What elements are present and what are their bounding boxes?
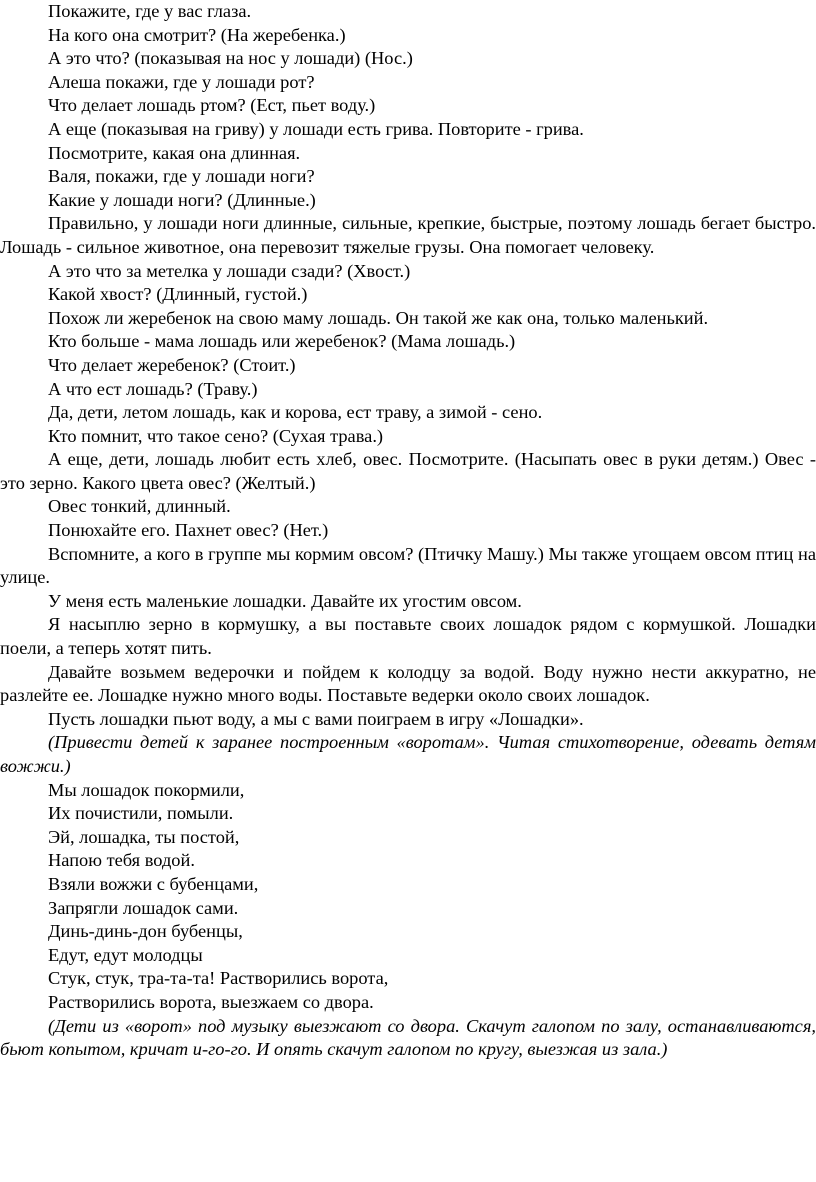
poem-line: Запрягли лошадок сами.	[48, 897, 239, 918]
poem-line: Их почистили, помыли.	[48, 803, 234, 824]
paragraph: Кто помнит, что такое сено? (Сухая трава.)	[48, 425, 384, 446]
paragraph: А что ест лошадь? (Траву.)	[48, 378, 258, 399]
paragraph: Похож ли жеребенок на свою маму лошадь. Он такой же как она, только маленький.	[48, 307, 709, 328]
paragraph: Вспомните, а кого в группе мы кормим овсом? (Птичку Машу.) Мы также угощаем овсом птиц на улице.	[0, 543, 816, 588]
poem-line: Растворились ворота, выезжаем со двора.	[48, 991, 374, 1012]
paragraph: Овес тонкий, длинный.	[48, 496, 231, 517]
paragraph: А еще (показывая на гриву) у лошади есть грива. Повторите - грива.	[48, 118, 584, 139]
paragraph: На кого она смотрит? (На жеребенка.)	[48, 24, 346, 45]
paragraph: А еще, дети, лошадь любит есть хлеб, овес. Посмотрите. (Насыпать овес в руки детям.) Овес - это зерно. Какого цвета овес? (Желтый.)	[0, 449, 816, 493]
paragraph: Алеша покажи, где у лошади рот?	[48, 71, 315, 92]
paragraph: Кто больше - мама лошадь или жеребенок? (Мама лошадь.)	[48, 331, 516, 352]
poem-line: Едут, едут молодцы	[48, 944, 203, 965]
paragraph: Понюхайте его. Пахнет овес? (Нет.)	[48, 520, 329, 541]
paragraph: Валя, покажи, где у лошади ноги?	[48, 166, 315, 187]
paragraph: Да, дети, летом лошадь, как и корова, ест траву, а зимой - сено.	[48, 402, 543, 423]
paragraph: У меня есть маленькие лошадки. Давайте их угостим овсом.	[48, 590, 522, 611]
paragraph: Какие у лошади ноги? (Длинные.)	[48, 189, 316, 210]
paragraph: Покажите, где у вас глаза.	[48, 1, 252, 21]
paragraph: Что делает лошадь ртом? (Ест, пьет воду.)	[48, 95, 376, 116]
poem-line: Мы лошадок покормили,	[48, 779, 245, 800]
paragraph: Пусть лошадки пьют воду, а мы с вами поиграем в игру «Лошадки».	[48, 708, 584, 729]
poem-line: Динь-динь-дон бубенцы,	[48, 921, 243, 942]
paragraph: Посмотрите, какая она длинная.	[48, 142, 301, 163]
poem-line: Эй, лошадка, ты постой,	[48, 826, 240, 847]
paragraph: А это что? (показывая на нос у лошади) (Нос.)	[48, 48, 413, 69]
stage-direction: (Привести детей к заранее построенным «воротам». Читая стихотворение, одевать детям вожжи.)	[0, 732, 816, 776]
paragraph: Давайте возьмем ведерочки и пойдем к колодцу за водой. Воду нужно нести аккуратно, не разлейте ее. Лошадке нужно много воды. Поставьте ведерки около своих лошадок.	[0, 661, 816, 706]
stage-direction: (Дети из «ворот» под музыку выезжают со двора. Скачут галопом по залу, останавливаются, бьют копытом, кричат и-го-го. И опять скачут галопом по кругу, выезжая из зала.)	[0, 1015, 816, 1060]
poem-line: Стук, стук, тра-та-та! Растворились ворота,	[48, 968, 389, 989]
paragraph: А это что за метелка у лошади сзади? (Хвост.)	[48, 260, 411, 281]
paragraph: Что делает жеребенок? (Стоит.)	[48, 354, 296, 375]
paragraph: Какой хвост? (Длинный, густой.)	[48, 284, 308, 305]
paragraph: Я насыплю зерно в кормушку, а вы поставьте своих лошадок рядом с кормушкой. Лошадки поели, а теперь хотят пить.	[0, 614, 816, 659]
paragraph: Правильно, у лошади ноги длинные, сильные, крепкие, быстрые, поэтому лошадь бегает быстро. Лошадь - сильное животное, она перевозит тяжелые грузы. Она помогает человеку.	[0, 213, 816, 257]
poem-line: Взяли вожжи с бубенцами,	[48, 873, 259, 894]
poem-line: Напою тебя водой.	[48, 850, 195, 871]
